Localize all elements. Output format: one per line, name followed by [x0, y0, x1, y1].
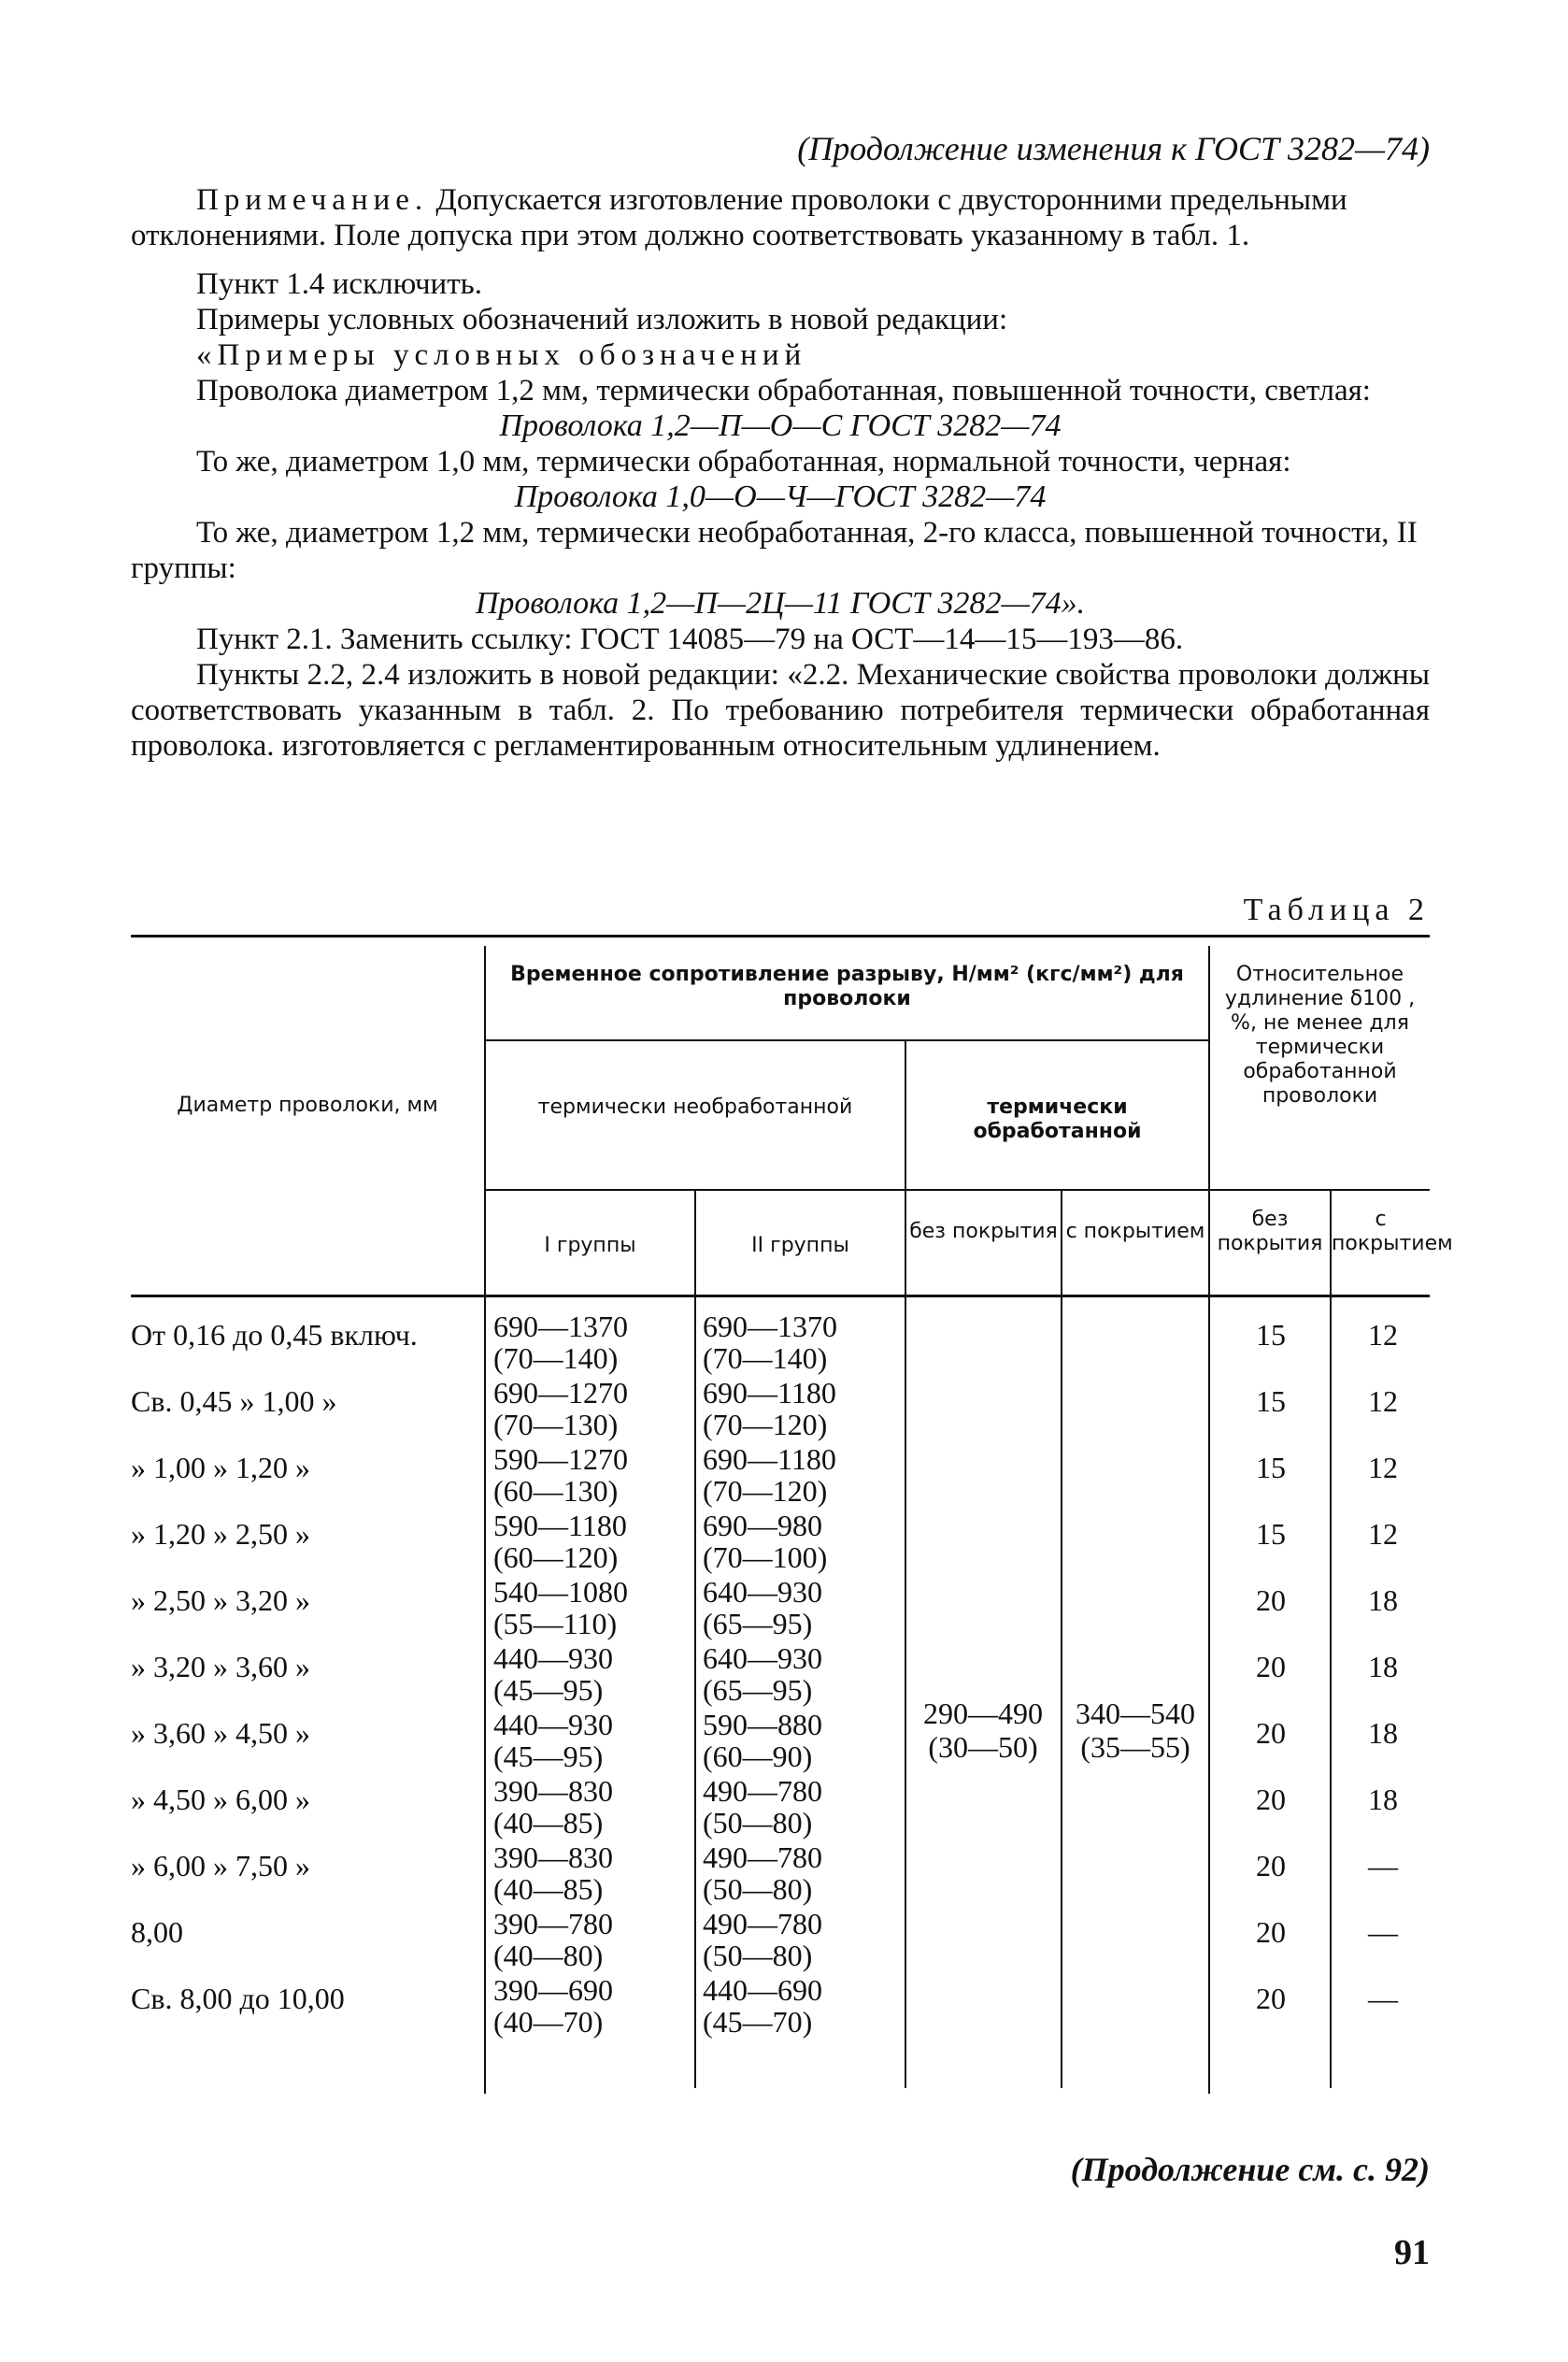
diameter-cell: » 3,20 » 3,60 »	[131, 1650, 310, 1683]
diameter-cell: От 0,16 до 0,45 включ.	[131, 1318, 418, 1352]
strength-nmm2: 490—780	[703, 1840, 822, 1874]
running-header: (Продолжение изменения к ГОСТ 3282—74)	[797, 130, 1430, 167]
table-row	[131, 1574, 1430, 1640]
table-row	[131, 1640, 1430, 1707]
elongation-coating-cell: 12	[1368, 1384, 1398, 1418]
table-row	[131, 1906, 1430, 1972]
strength-nmm2: 490—780	[703, 1907, 822, 1940]
example1-code: Проволока 1,2—П—О—С ГОСТ 3282—74	[499, 408, 1062, 443]
header-strength: Временное сопротивление разрыву, Н/мм² (кгс/мм²) для проволоки	[510, 963, 1184, 1010]
group-2-cell	[703, 1709, 904, 1772]
table-row	[131, 1508, 1430, 1574]
elongation-no-coating-cell: 15	[1256, 1517, 1286, 1551]
strength-kgfmm2: (40—85)	[493, 1872, 604, 1906]
elongation-no-coating-cell: 20	[1256, 1716, 1286, 1750]
strength-nmm2: 590—880	[703, 1708, 822, 1741]
header-elongation: Относительное удлинение δ100 , %, не менее для термически обработанной проволоки	[1224, 963, 1416, 1108]
elongation-no-coating-cell: 20	[1256, 1849, 1286, 1882]
table-row	[131, 1441, 1430, 1508]
elongation-coating-cell: 12	[1368, 1517, 1398, 1551]
group-2-cell	[703, 1310, 904, 1374]
strength-kgfmm2: (60—130)	[493, 1474, 619, 1508]
group-1-cell	[493, 1775, 694, 1839]
example2-text: То же, диаметром 1,0 мм, термически обработанная, нормальной точности, черная:	[196, 445, 1291, 479]
header-group-1: I группы	[544, 1234, 636, 1257]
strength-kgfmm2: (45—70)	[703, 2005, 813, 2039]
strength-kgfmm2: (50—80)	[703, 1939, 813, 1972]
table-row	[131, 1972, 1430, 2039]
diameter-cell: » 1,00 » 1,20 »	[131, 1451, 310, 1484]
strength-kgfmm2: (60—90)	[703, 1739, 813, 1773]
strength-nmm2: 440—690	[703, 1973, 822, 2007]
table-row	[131, 1309, 1430, 1375]
strength-nmm2: 690—1370	[493, 1310, 628, 1343]
group-2-cell	[703, 1443, 904, 1507]
strength-kgfmm2: (40—85)	[493, 1806, 604, 1839]
strength-nmm2: 690—1270	[493, 1376, 628, 1410]
strength-kgfmm2: (70—120)	[703, 1408, 828, 1441]
table-row	[131, 1839, 1430, 1906]
strength-kgfmm2: (70—130)	[493, 1408, 619, 1441]
strength-kgfmm2: (45—95)	[493, 1673, 604, 1707]
group-2-cell	[703, 1377, 904, 1440]
group-1-cell	[493, 1310, 694, 1374]
elongation-no-coating-cell: 15	[1256, 1451, 1286, 1484]
header-coating: с покрытием	[1065, 1220, 1205, 1243]
elongation-coating-cell: 12	[1368, 1318, 1398, 1352]
elongation-coating-cell: 18	[1368, 1782, 1398, 1816]
elongation-no-coating-cell: 20	[1256, 1583, 1286, 1617]
strength-kgfmm2: (70—100)	[703, 1540, 828, 1574]
diameter-cell: » 6,00 » 7,50 »	[131, 1849, 310, 1882]
strength-kgfmm2: (40—70)	[493, 2005, 604, 2039]
elongation-no-coating-cell: 20	[1256, 1915, 1286, 1949]
group-2-cell	[703, 1908, 904, 1971]
strength-nmm2: 690—1180	[703, 1442, 836, 1476]
strength-nmm2: 490—780	[703, 1774, 822, 1808]
diameter-cell: » 1,20 » 2,50 »	[131, 1517, 310, 1551]
example3-text: То же, диаметром 1,2 мм, термически необработанная, 2-го класса, повышенной точности, II группы:	[131, 516, 1418, 585]
table-title: Таблица 2	[1243, 893, 1430, 927]
strength-kgfmm2: (50—80)	[703, 1806, 813, 1839]
strength-nmm2: 440—930	[493, 1641, 613, 1675]
strength-nmm2: 390—830	[493, 1774, 613, 1808]
diameter-cell: Св. 8,00 до 10,00	[131, 1982, 345, 2015]
group-2-cell	[703, 1576, 904, 1639]
table-top-rule	[131, 935, 1430, 938]
item-1-4: Пункт 1.4 исключить.	[196, 267, 482, 301]
header-untreated: термически необработанной	[537, 1095, 853, 1119]
strength-nmm2: 690—1180	[703, 1376, 836, 1410]
elongation-coating-cell: —	[1368, 1915, 1398, 1949]
strength-kgfmm2: (70—120)	[703, 1474, 828, 1508]
page-number: 91	[1394, 2233, 1430, 2272]
treated-coating-value: 340—540 (35—55)	[1076, 1696, 1195, 1764]
header-no-coating: без покрытия	[909, 1220, 1058, 1243]
table-row	[131, 1773, 1430, 1839]
strength-nmm2: 540—1080	[493, 1575, 628, 1609]
elongation-no-coating-cell: 20	[1256, 1650, 1286, 1683]
elongation-coating-cell: 18	[1368, 1583, 1398, 1617]
group-1-cell	[493, 1642, 694, 1706]
strength-kgfmm2: (40—80)	[493, 1939, 604, 1972]
group-1-cell	[493, 1841, 694, 1905]
strength-kgfmm2: (65—95)	[703, 1607, 813, 1640]
elongation-no-coating-cell: 15	[1256, 1318, 1286, 1352]
group-1-cell	[493, 1377, 694, 1440]
strength-nmm2: 440—930	[493, 1708, 613, 1741]
group-2-cell	[703, 1775, 904, 1839]
treated-no-coating-value: 290—490 (30—50)	[923, 1696, 1043, 1764]
header-group-2: II группы	[751, 1234, 849, 1257]
strength-kgfmm2: (65—95)	[703, 1673, 813, 1707]
table-row	[131, 1375, 1430, 1441]
diameter-cell: Св. 0,45 » 1,00 »	[131, 1384, 337, 1418]
group-1-cell	[493, 1510, 694, 1573]
diameter-cell: 8,00	[131, 1915, 183, 1949]
item-2-1: Пункт 2.1. Заменить ссылку: ГОСТ 14085—79 на ОСТ—14—15—193—86.	[196, 623, 1184, 656]
strength-kgfmm2: (55—110)	[493, 1607, 618, 1640]
group-2-cell	[703, 1510, 904, 1573]
table-header-bottom-rule	[131, 1295, 1430, 1297]
group-2-cell	[703, 1974, 904, 2038]
elongation-no-coating-cell: 20	[1256, 1982, 1286, 2015]
group-1-cell	[493, 1576, 694, 1639]
group-1-cell	[493, 1908, 694, 1971]
strength-nmm2: 390—690	[493, 1973, 613, 2007]
example2-code: Проволока 1,0—О—Ч—ГОСТ 3282—74	[514, 480, 1047, 514]
items-2-2: Пункты 2.2, 2.4 изложить в новой редакции: «2.2. Механические свойства проволоки должны соответствовать указанным в табл. 2. По требованию потребителя термически обработанная проволока. изготовляется с регламентированным относительным удлинением.	[131, 658, 1430, 763]
strength-kgfmm2: (60—120)	[493, 1540, 619, 1574]
table-row	[131, 1707, 1430, 1773]
strength-nmm2: 390—830	[493, 1840, 613, 1874]
strength-nmm2: 690—1370	[703, 1310, 837, 1343]
examples-intro: Примеры условных обозначений изложить в новой редакции:	[196, 303, 1008, 336]
body-text	[131, 182, 1430, 764]
examples-heading: «Примеры условных обозначений	[196, 338, 807, 372]
strength-kgfmm2: (45—95)	[493, 1739, 604, 1773]
continuation-note: (Продолжение см. с. 92)	[1070, 2151, 1430, 2188]
note-paragraph	[131, 182, 1430, 253]
group-1-cell	[493, 1443, 694, 1507]
elongation-coating-cell: —	[1368, 1982, 1398, 2015]
elongation-no-coating-cell: 20	[1256, 1782, 1286, 1816]
diameter-cell: » 4,50 » 6,00 »	[131, 1782, 310, 1816]
group-1-cell	[493, 1974, 694, 2038]
strength-nmm2: 390—780	[493, 1907, 613, 1940]
example3-code: Проволока 1,2—П—2Ц—11 ГОСТ 3282—74».	[475, 586, 1086, 621]
diameter-cell: » 3,60 » 4,50 »	[131, 1716, 310, 1750]
header-elong-no-coating: без покрытия	[1217, 1208, 1323, 1255]
elongation-coating-cell: 12	[1368, 1451, 1398, 1484]
elongation-no-coating-cell: 15	[1256, 1384, 1286, 1418]
elongation-coating-cell: —	[1368, 1849, 1398, 1882]
strength-kgfmm2: (70—140)	[703, 1341, 828, 1375]
note-label: Примечание.	[196, 183, 429, 217]
note-text: Допускается изготовление проволоки с двусторонними предельными отклонениями. Поле допуска при этом должно соответствовать указанному в табл. 1.	[131, 183, 1347, 252]
header-subrule-1	[484, 1039, 1208, 1041]
table-2	[131, 935, 1453, 2094]
group-2-cell	[703, 1642, 904, 1706]
header-diameter: Диаметр проволоки, мм	[177, 1094, 438, 1117]
diameter-cell: » 2,50 » 3,20 »	[131, 1583, 310, 1617]
strength-nmm2: 690—980	[703, 1509, 822, 1542]
strength-nmm2: 590—1270	[493, 1442, 628, 1476]
example1-text: Проволока диаметром 1,2 мм, термически обработанная, повышенной точности, светлая:	[196, 374, 1371, 408]
header-subrule-2	[484, 1189, 1430, 1191]
elongation-coating-cell: 18	[1368, 1650, 1398, 1683]
strength-nmm2: 640—930	[703, 1575, 822, 1609]
strength-nmm2: 640—930	[703, 1641, 822, 1675]
group-2-cell	[703, 1841, 904, 1905]
header-treated: термически обработанной	[973, 1095, 1142, 1143]
header-elong-coating: с покрытием	[1332, 1208, 1453, 1255]
elongation-coating-cell: 18	[1368, 1716, 1398, 1750]
strength-kgfmm2: (70—140)	[493, 1341, 619, 1375]
strength-kgfmm2: (50—80)	[703, 1872, 813, 1906]
strength-nmm2: 590—1180	[493, 1509, 627, 1542]
group-1-cell	[493, 1709, 694, 1772]
